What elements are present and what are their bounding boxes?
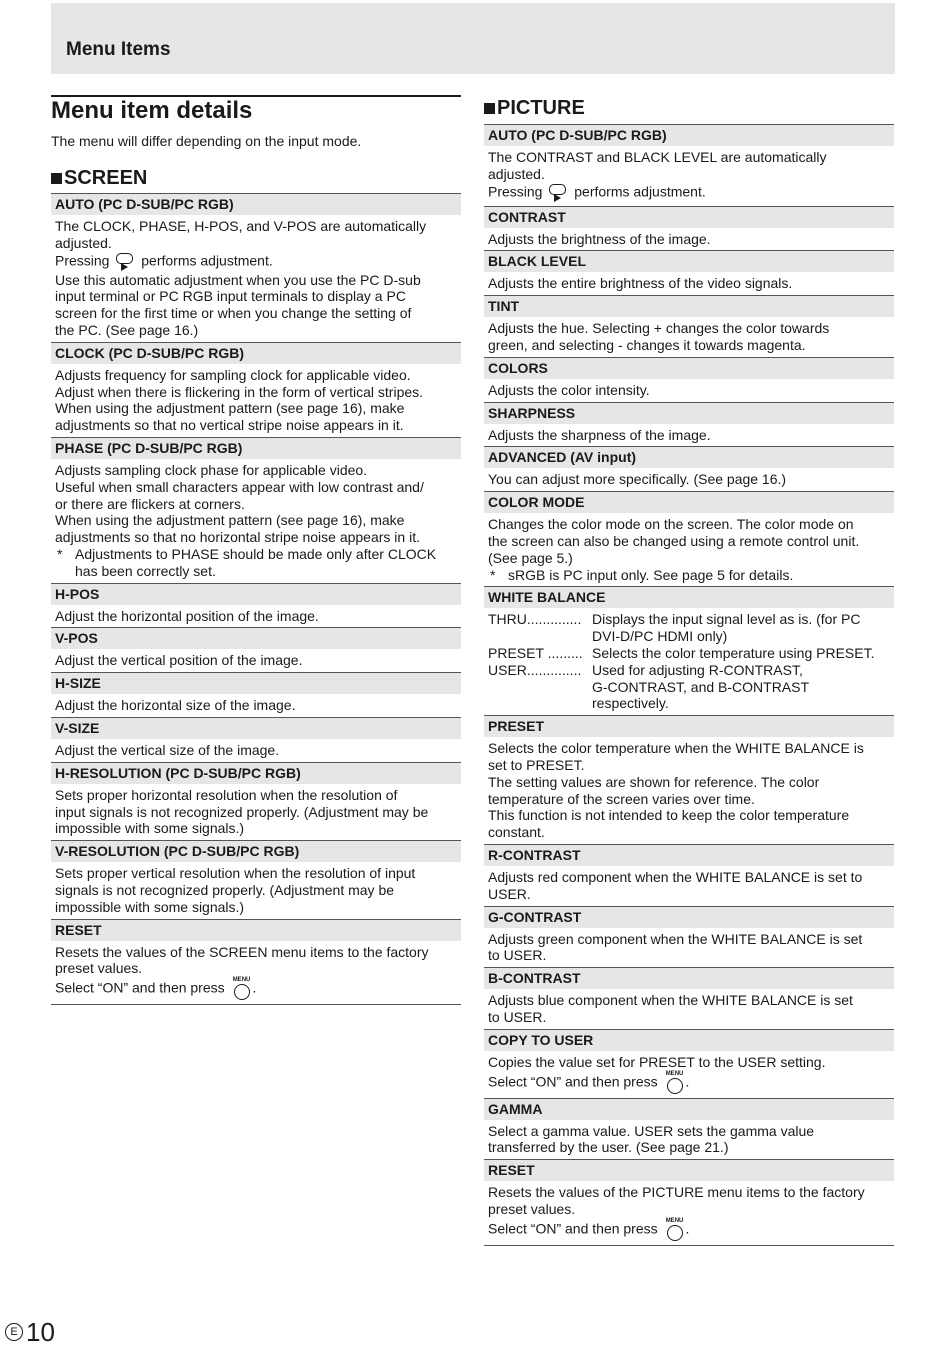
- body-line: This function is not intended to keep the color temperature: [488, 807, 850, 824]
- footnote: [488, 567, 890, 584]
- menu-item-title: WHITE BALANCE: [484, 586, 894, 608]
- body-line: Adjust when there is flickering in the form of vertical stripes.: [55, 383, 424, 400]
- menu-item-title: SHARPNESS: [484, 402, 894, 424]
- body-line: to USER.: [488, 947, 547, 964]
- footnote-text: Adjustments to PHASE should be made only after CLOCK has been correctly set.: [75, 545, 437, 579]
- menu-item-description: [484, 1181, 894, 1245]
- menu-circle-shape: [667, 1078, 683, 1094]
- menu-item-title: PHASE (PC D-SUB/PC RGB): [51, 437, 461, 459]
- screen-items: [51, 193, 461, 1005]
- body-line: Adjusts red component when the WHITE BALANCE is set to: [488, 868, 863, 885]
- body-line: Selects the color temperature when the WHITE BALANCE is: [488, 740, 864, 757]
- menu-item-description: [484, 379, 894, 402]
- body-line: Selects the color temperature using PRESET.: [592, 644, 875, 661]
- page-footer: [5, 1317, 55, 1347]
- menu-button-icon: [665, 1071, 685, 1095]
- menu-item-title: G-CONTRAST: [484, 906, 894, 928]
- white-balance-row: [488, 645, 890, 662]
- menu-item-description: [51, 459, 461, 583]
- body-line: impossible with some signals.): [55, 898, 245, 915]
- menu-item-description: [51, 941, 461, 1005]
- section-end-rule: [51, 1004, 461, 1005]
- page-header: [51, 3, 895, 74]
- body-line: constant.: [488, 824, 545, 841]
- menu-item-description: [484, 1051, 894, 1098]
- menu-circle-shape: [667, 1225, 683, 1241]
- menu-item-title: R-CONTRAST: [484, 844, 894, 866]
- white-balance-row: [488, 662, 890, 712]
- body-line: Adjust the vertical position of the image.: [55, 652, 303, 669]
- section-end-rule: [484, 1245, 894, 1246]
- menu-icon-label: MENU: [665, 1070, 684, 1077]
- body-line: to USER.: [488, 1008, 547, 1025]
- body-line: Adjusts the entire brightness of the video signals.: [488, 275, 793, 292]
- square-bullet-icon: [484, 103, 495, 114]
- white-balance-term: THRU..............: [488, 611, 582, 628]
- asterisk-icon: *: [490, 566, 496, 583]
- menu-item-title: B-CONTRAST: [484, 967, 894, 989]
- menu-item-title: COLORS: [484, 357, 894, 379]
- page-number: 10: [26, 1317, 55, 1347]
- menu-item-description: [484, 1120, 894, 1160]
- body-line: temperature of the screen varies over time.: [488, 790, 755, 807]
- body-line: Adjusts the brightness of the image.: [488, 230, 711, 247]
- menu-item-description: [484, 317, 894, 357]
- menu-item-title: COLOR MODE: [484, 491, 894, 513]
- menu-icon-label: MENU: [665, 1217, 684, 1224]
- body-line: preset values.: [55, 960, 143, 977]
- body-line: Select “ON” and then press MENU .: [55, 977, 457, 1001]
- enter-button-icon: [548, 183, 568, 203]
- body-line: Select a gamma value. USER sets the gamma value: [488, 1122, 815, 1139]
- body-line: Adjusts the color intensity.: [488, 381, 650, 398]
- footnote-text: sRGB is PC input only. See page 5 for details.: [508, 566, 794, 583]
- menu-item-description: [484, 989, 894, 1029]
- body-line: adjustments so that no horizontal stripe noise appears in it.: [55, 529, 420, 546]
- menu-item-description: [51, 215, 461, 342]
- body-line: When using the adjustment pattern (see page 16), make: [55, 400, 405, 417]
- body-line: Adjusts blue component when the WHITE BALANCE is set: [488, 992, 853, 1009]
- footnote: [55, 546, 457, 580]
- menu-item-title: CONTRAST: [484, 206, 894, 228]
- menu-button-icon: [665, 1218, 685, 1242]
- body-line: Select “ON” and then press MENU .: [488, 1218, 890, 1242]
- menu-item-title: V-RESOLUTION (PC D-SUB/PC RGB): [51, 840, 461, 862]
- menu-item-description: [484, 928, 894, 968]
- body-line: impossible with some signals.): [55, 820, 245, 837]
- body-line: adjusted.: [55, 234, 112, 251]
- body-line: Use this automatic adjustment when you use the PC D-sub: [55, 271, 421, 288]
- body-line: input signals is not recognized properly. (Adjustment may be: [55, 803, 429, 820]
- menu-item-title: H-RESOLUTION (PC D-SUB/PC RGB): [51, 762, 461, 784]
- left-column: [51, 95, 461, 1005]
- body-line: adjusted.: [488, 165, 545, 182]
- menu-item-description: [51, 649, 461, 672]
- white-balance-description: [592, 645, 874, 662]
- body-line: or there are flickers at corners.: [55, 495, 245, 512]
- body-line: The setting values are shown for reference. The color: [488, 773, 820, 790]
- page-title: Menu item details: [51, 95, 461, 124]
- asterisk-icon: *: [57, 545, 63, 562]
- white-balance-description: [592, 662, 809, 712]
- body-line: You can adjust more specifically. (See page 16.): [488, 471, 787, 488]
- body-line: Used for adjusting R-CONTRAST,: [592, 661, 803, 678]
- body-line: Sets proper horizontal resolution when the resolution of: [55, 786, 398, 803]
- white-balance-row: [488, 611, 890, 645]
- menu-item-description: [484, 468, 894, 491]
- menu-item-title: V-POS: [51, 627, 461, 649]
- body-line: Changes the color mode on the screen. The color mode on: [488, 516, 854, 533]
- menu-item-title: H-POS: [51, 583, 461, 605]
- body-line: adjustments so that no vertical stripe noise appears in it.: [55, 417, 404, 434]
- language-mark: E: [5, 1323, 23, 1341]
- enter-triangle-shape: [121, 263, 128, 271]
- menu-item-description: [51, 739, 461, 762]
- screen-heading-text: SCREEN: [64, 167, 148, 189]
- picture-section-heading: [484, 97, 894, 119]
- menu-item-description: [51, 862, 461, 918]
- menu-item-title: V-SIZE: [51, 717, 461, 739]
- menu-item-description: [51, 694, 461, 717]
- menu-item-title: H-SIZE: [51, 672, 461, 694]
- menu-item-title: CLOCK (PC D-SUB/PC RGB): [51, 342, 461, 364]
- body-line: Copies the value set for PRESET to the USER setting.: [488, 1053, 826, 1070]
- body-line: Adjust the horizontal size of the image.: [55, 697, 296, 714]
- body-line: screen for the first time or when you change the setting of: [55, 305, 412, 322]
- right-column: [484, 95, 894, 1246]
- body-line: Select “ON” and then press MENU .: [488, 1071, 890, 1095]
- menu-item-description: [484, 608, 894, 715]
- body-line: preset values.: [488, 1200, 576, 1217]
- menu-item-title: BLACK LEVEL: [484, 250, 894, 272]
- white-balance-term: PRESET .........: [488, 644, 583, 661]
- screen-section-heading: [51, 167, 461, 189]
- body-line: the PC. (See page 16.): [55, 321, 199, 338]
- body-line: When using the adjustment pattern (see page 16), make: [55, 512, 405, 529]
- menu-item-description: [484, 146, 894, 206]
- white-balance-description: [592, 611, 860, 645]
- body-line: The CLOCK, PHASE, H-POS, and V-POS are automatically: [55, 218, 427, 234]
- menu-icon-label: MENU: [232, 977, 251, 984]
- enter-triangle-shape: [554, 194, 561, 202]
- body-line: Adjusts frequency for sampling clock for applicable video.: [55, 366, 411, 383]
- white-balance-term: USER..............: [488, 661, 582, 678]
- menu-item-description: [484, 272, 894, 295]
- menu-item-description: [51, 605, 461, 628]
- body-line: Resets the values of the PICTURE menu items to the factory: [488, 1184, 865, 1201]
- body-line: green, and selecting - changes it towards magenta.: [488, 336, 806, 353]
- body-line: Sets proper vertical resolution when the resolution of input: [55, 865, 416, 882]
- body-line: Adjusts the sharpness of the image.: [488, 426, 711, 443]
- body-line: Adjusts the hue. Selecting + changes the color towards: [488, 320, 830, 337]
- menu-circle-shape: [234, 984, 250, 1000]
- menu-button-icon: [232, 977, 252, 1001]
- menu-item-title: GAMMA: [484, 1098, 894, 1120]
- menu-item-title: ADVANCED (AV input): [484, 446, 894, 468]
- picture-heading-text: PICTURE: [497, 97, 585, 119]
- body-line: Adjust the horizontal position of the image.: [55, 607, 319, 624]
- body-line: Adjust the vertical size of the image.: [55, 741, 280, 758]
- menu-item-title: AUTO (PC D-SUB/PC RGB): [484, 124, 894, 146]
- menu-item-description: [51, 364, 461, 437]
- body-line: set to PRESET.: [488, 756, 585, 773]
- body-line: signals is not recognized properly. (Adjustment may be: [55, 881, 395, 898]
- body-line: transferred by the user. (See page 21.): [488, 1139, 729, 1156]
- intro-text: The menu will differ depending on the input mode.: [51, 133, 362, 149]
- menu-item-description: [484, 424, 894, 447]
- menu-item-description: [484, 228, 894, 251]
- body-line: the screen can also be changed using a remote control unit.: [488, 532, 860, 549]
- picture-items: [484, 124, 894, 1246]
- body-line: (See page 5.): [488, 549, 573, 566]
- body-line: Adjusts sampling clock phase for applicable video.: [55, 461, 368, 478]
- menu-item-description: [484, 737, 894, 844]
- enter-button-icon: [115, 252, 135, 272]
- menu-item-title: RESET: [484, 1159, 894, 1181]
- body-line: input terminal or PC RGB input terminals to display a PC: [55, 288, 406, 305]
- body-line: The CONTRAST and BLACK LEVEL are automatically: [488, 149, 827, 165]
- header-title: Menu Items: [66, 39, 171, 60]
- body-line: Pressing performs adjustment.: [488, 183, 890, 203]
- body-line: DVI-D/PC HDMI only): [592, 628, 728, 645]
- body-line: G-CONTRAST, and B-CONTRAST: [592, 678, 810, 695]
- menu-item-title: RESET: [51, 919, 461, 941]
- menu-item-title: COPY TO USER: [484, 1029, 894, 1051]
- menu-item-description: [484, 513, 894, 586]
- body-line: Adjusts green component when the WHITE BALANCE is set: [488, 930, 863, 947]
- menu-item-description: [484, 866, 894, 906]
- body-line: Displays the input signal level as is. (for PC: [592, 611, 861, 628]
- menu-item-title: TINT: [484, 295, 894, 317]
- menu-item-title: PRESET: [484, 715, 894, 737]
- body-line: Pressing performs adjustment.: [55, 252, 457, 272]
- body-line: Useful when small characters appear with low contrast and/: [55, 478, 424, 495]
- menu-item-description: [51, 784, 461, 840]
- body-line: USER.: [488, 885, 531, 902]
- menu-item-title: AUTO (PC D-SUB/PC RGB): [51, 193, 461, 215]
- square-bullet-icon: [51, 173, 62, 184]
- body-line: Resets the values of the SCREEN menu items to the factory: [55, 943, 429, 960]
- body-line: respectively.: [592, 695, 669, 712]
